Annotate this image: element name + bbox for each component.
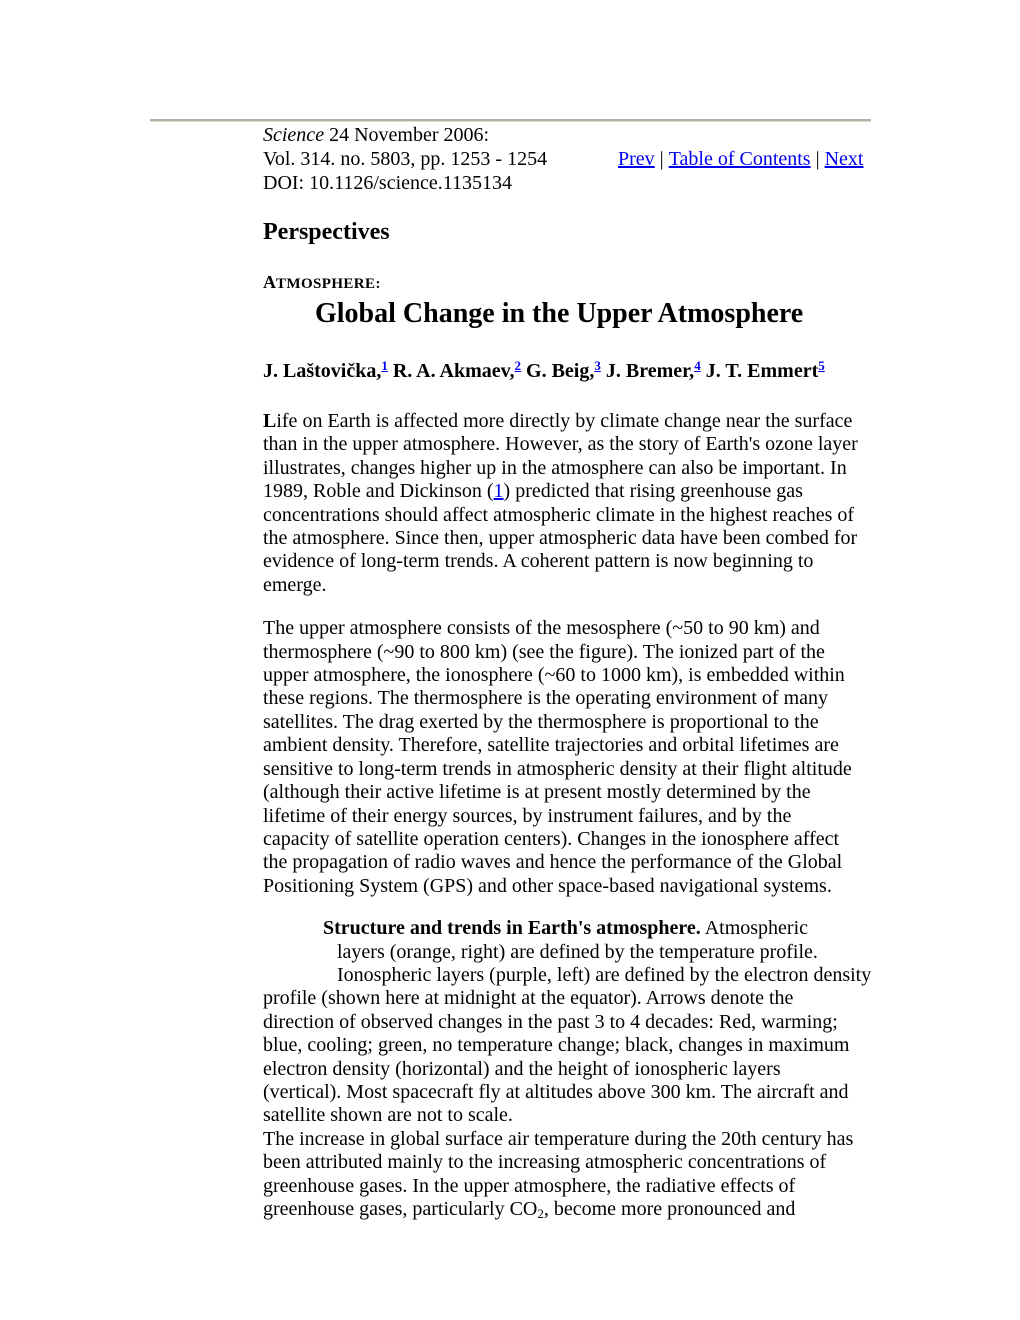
horizontal-rule [150, 119, 871, 122]
lead-capital: L [263, 410, 277, 432]
paragraph-surface-temperature [263, 1128, 877, 1226]
category-lead-capital: A [263, 272, 276, 292]
nav-separator: | [659, 148, 664, 170]
text-line: the propagation of radio waves and hence the performance of the Global [263, 851, 843, 874]
text-line: ambient density. Therefore, satellite trajectories and orbital lifetimes are [263, 734, 839, 757]
text-line: evidence of long-term trends. A coherent pattern is now beginning to [263, 550, 814, 573]
text-line: emerge. [263, 573, 327, 596]
citation-doi-line: DOI: 10.1126/science.1135134 [263, 172, 513, 194]
text-line: layers (orange, right) are defined by the temperature profile. [337, 940, 818, 963]
text-segment: ife on Earth is affected more directly by climate change near the surface [276, 410, 853, 432]
text-line [263, 1198, 877, 1225]
text-segment: ) predicted that rising greenhouse gas [503, 480, 803, 503]
author-affiliation-link[interactable]: 4 [694, 358, 701, 373]
author-affiliation-link[interactable]: 3 [594, 358, 601, 373]
journal-name: Science [263, 124, 325, 146]
text-line: these regions. The thermosphere is the operating environment of many [263, 687, 829, 710]
prev-link[interactable]: Prev [618, 148, 655, 170]
text-line: satellite shown are not to scale. [263, 1104, 513, 1127]
text-line: lifetime of their energy sources, by instrument failures, and by the [263, 804, 792, 827]
text-line: illustrates, changes higher up in the atmosphere can also be important. In [263, 456, 847, 479]
table-of-contents-link[interactable]: Table of Contents [668, 148, 811, 170]
text-line: thermosphere (~90 to 800 km) (see the figure). The ionized part of the [263, 640, 825, 663]
author-name: R. A. Akmaev, [387, 360, 515, 382]
citation-volume-line: Vol. 314. no. 5803, pp. 1253 - 1254 [263, 148, 548, 170]
text-line: sensitive to long-term trends in atmospheric density at their flight altitude [263, 757, 852, 780]
author-name: J. Bremer, [600, 360, 695, 382]
text-line [263, 410, 877, 433]
text-segment: greenhouse gases, particularly CO [263, 1198, 538, 1220]
text-line: direction of observed changes in the past 3 to 4 decades: Red, warming; [263, 1010, 838, 1033]
author-affiliation-link[interactable]: 2 [514, 358, 522, 373]
citation-block [263, 123, 877, 195]
category-rest: TMOSPHERE: [276, 276, 381, 292]
text-line: Ionospheric layers (purple, left) are defined by the electron density [337, 963, 872, 986]
nav-separator: | [815, 148, 820, 170]
text-line: The upper atmosphere consists of the mesosphere (~50 to 90 km) and [263, 617, 820, 640]
reference-link[interactable]: 1 [493, 480, 504, 503]
author-name: G. Beig, [521, 360, 595, 382]
text-segment: Atmospheric [700, 917, 809, 940]
text-line: (vertical). Most spacecraft fly at altitudes above 300 km. The aircraft and [263, 1080, 849, 1103]
pager-nav [618, 147, 864, 171]
section-heading: Perspectives [263, 219, 390, 245]
text-segment: , become more pronounced and [543, 1198, 796, 1220]
text-segment: 1989, Roble and Dickinson ( [263, 480, 494, 503]
article-title: Global Change in the Upper Atmosphere [315, 298, 804, 329]
document-content [263, 123, 877, 1225]
text-line: electron density (horizontal) and the height of ionospheric layers [263, 1057, 781, 1080]
text-line: upper atmosphere, the ionosphere (~60 to 1000 km), is embedded within [263, 664, 845, 687]
paragraph-intro [263, 410, 877, 597]
text-line: Positioning System (GPS) and other space-based navigational systems. [263, 874, 832, 897]
article-category [263, 272, 877, 294]
paragraph-upper-atmosphere [263, 617, 877, 898]
text-line: been attributed mainly to the increasing atmospheric concentrations of [263, 1151, 827, 1174]
caption-title: Structure and trends in Earth's atmosphere. [323, 917, 701, 940]
text-line [263, 480, 877, 503]
text-line: capacity of satellite operation centers). Changes in the ionosphere affect [263, 827, 840, 850]
text-line: (although their active lifetime is at present mostly determined by the [263, 781, 811, 804]
author-affiliation-link[interactable]: 5 [818, 358, 825, 373]
text-line: profile (shown here at midnight at the equator). Arrows denote the [263, 987, 794, 1010]
text-line: greenhouse gases. In the upper atmosphere, the radiative effects of [263, 1174, 796, 1197]
text-line: blue, cooling; green, no temperature change; black, changes in maximum [263, 1034, 850, 1057]
next-link[interactable]: Next [824, 148, 864, 170]
author-line [263, 354, 877, 383]
text-line: the atmosphere. Since then, upper atmospheric data have been combed for [263, 527, 858, 550]
citation-journal-line [263, 123, 877, 147]
author-name: J. Laštovička, [263, 360, 382, 382]
subscript: 2 [537, 1206, 544, 1221]
issue-date: 24 November 2006: [324, 124, 490, 146]
caption-title-line [323, 917, 877, 940]
text-line: The increase in global surface air temperature during the 20th century has [263, 1127, 854, 1150]
text-line: than in the upper atmosphere. However, as the story of Earth's ozone layer [263, 433, 858, 456]
author-name: J. T. Emmert [700, 360, 819, 382]
figure-caption [263, 917, 877, 1128]
text-line: satellites. The drag exerted by the thermosphere is proportional to the [263, 710, 819, 733]
text-line: concentrations should affect atmospheric climate in the highest reaches of [263, 503, 855, 526]
author-affiliation-link[interactable]: 1 [381, 358, 388, 373]
